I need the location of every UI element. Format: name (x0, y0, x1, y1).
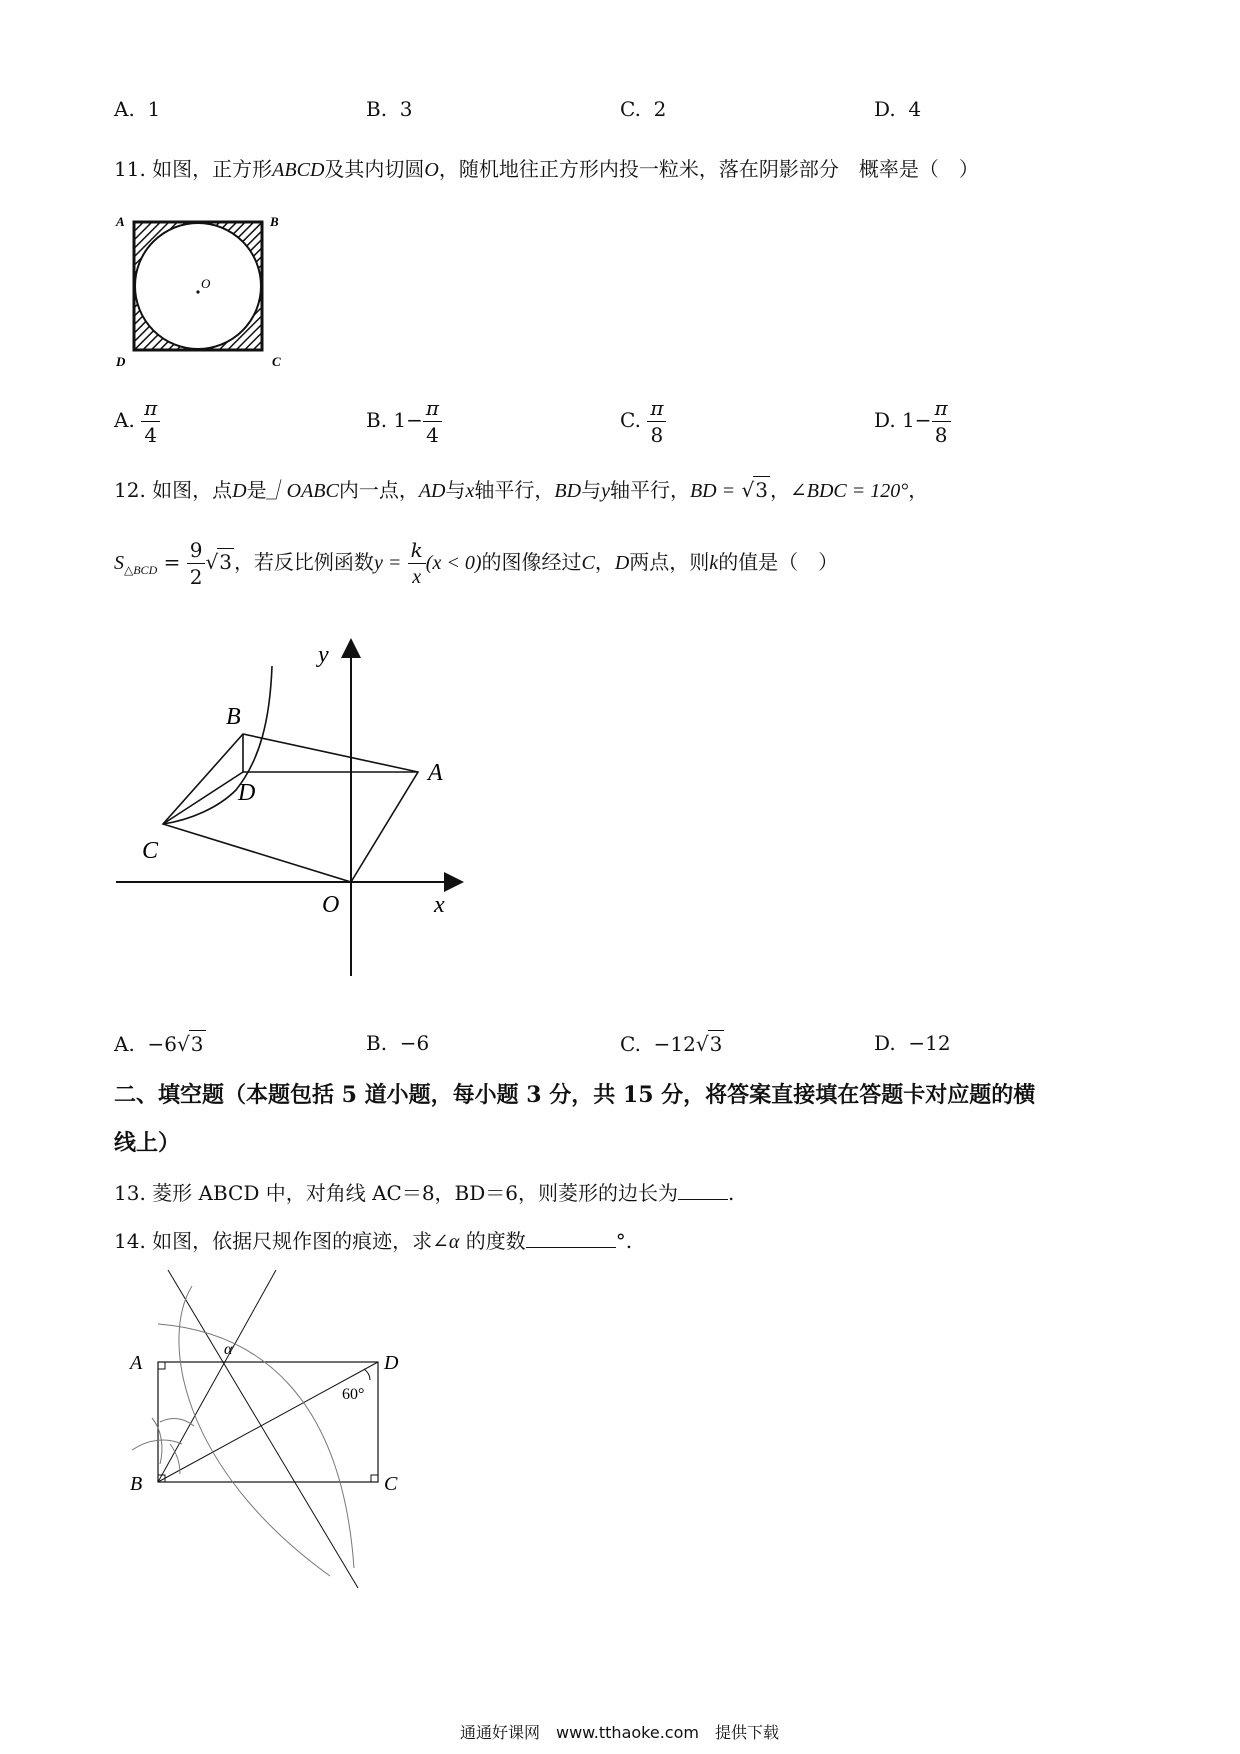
q11-option-b: B. 1− $\frac{\pi}{4}$ (366, 398, 442, 445)
q11-stem: 11. 如图，正方形ABCD及其内切圆O，随机地往正方形内投一粒米，落在阴影部分 概率是（ ） (114, 157, 979, 181)
label-A: A (428, 760, 443, 786)
label-D: D (384, 1352, 399, 1374)
arc-from-D (179, 1286, 330, 1576)
label-A: A (116, 214, 125, 229)
hyperbola-branch (163, 666, 272, 824)
label-C: C (384, 1473, 398, 1495)
q10-option-d: D. 4 (874, 97, 922, 121)
parallelogram-OABC (163, 734, 418, 882)
small-arc-1 (132, 1440, 182, 1450)
q12-stem-line2: $S_{\triangle BCD}$ = $\frac{9}{2}$ √3 ，若反比例函数y = $\frac{k}{x}$ (x < 0)的图像经过C，D两点，则k的值是（ ） (114, 538, 839, 589)
label-D: D (238, 780, 256, 806)
q11-option-c: C. $\frac{\pi}{8}$ (620, 398, 666, 445)
angle-arc-D (364, 1369, 370, 1380)
q14-figure-compass-construction (110, 1268, 430, 1598)
right-angle-C (371, 1475, 378, 1482)
q11-option-a: A. $\frac{\pi}{4}$ (114, 398, 160, 445)
q12-stem-line1: 12. 如图，点D是⏌OABC内一点，AD与x轴平行，BD与y轴平行，BD = √3 ，∠BDC = 120°， (114, 478, 929, 502)
q14-answer-blank (526, 1247, 616, 1248)
q12-option-a: A. −6√3 (114, 1032, 204, 1056)
inscribed-circle (135, 223, 261, 349)
label-C: C (142, 838, 159, 864)
label-B: B (226, 704, 241, 730)
label-O: O (201, 276, 211, 291)
label-A: A (130, 1352, 143, 1374)
page-footer: 通通好课网 www.tthaoke.com 提供下载 (460, 1723, 779, 1742)
right-angle-A (158, 1362, 165, 1369)
q10-option-c: C. 2 (620, 97, 667, 121)
center-dot (196, 290, 199, 293)
q13-answer-blank (678, 1199, 728, 1200)
q10-option-a: A. 1 (114, 97, 161, 121)
q11-figure-square-incircle (110, 212, 310, 372)
label-D: D (116, 354, 126, 369)
label-alpha: α (224, 1341, 233, 1358)
label-x: x (434, 892, 445, 918)
label-O: O (322, 892, 340, 918)
q12-option-b: B. −6 (366, 1031, 430, 1055)
q12-figure-coordinate-plane (110, 630, 480, 980)
small-arc-3 (160, 1419, 194, 1426)
perpendicular-bisector (168, 1270, 358, 1588)
label-C: C (272, 354, 281, 369)
q12-option-d: D. −12 (874, 1031, 951, 1055)
section2-heading-line1: 二、填空题（本题包括 5 道小题，每小题 3 分，共 15 分，将答案直接填在答题卡对应题的横 (114, 1082, 1036, 1108)
label-B: B (270, 214, 279, 229)
section2-heading-line2: 线上） (114, 1130, 181, 1156)
q12-option-c: C. −12√3 (620, 1032, 723, 1056)
q14-stem: 14. 如图，依据尺规作图的痕迹，求∠α 的度数 °. (114, 1229, 633, 1253)
label-y: y (318, 642, 329, 668)
q10-option-b: B. 3 (366, 97, 413, 121)
q13-stem: 13. 菱形 ABCD 中，对角线 AC＝8，BD＝6，则菱形的边长为 . (114, 1181, 735, 1205)
label-60-degrees: 60° (342, 1386, 365, 1403)
q11-option-d: D. 1− $\frac{\pi}{8}$ (874, 398, 951, 445)
label-B: B (130, 1473, 143, 1495)
small-arc-4 (170, 1444, 180, 1474)
